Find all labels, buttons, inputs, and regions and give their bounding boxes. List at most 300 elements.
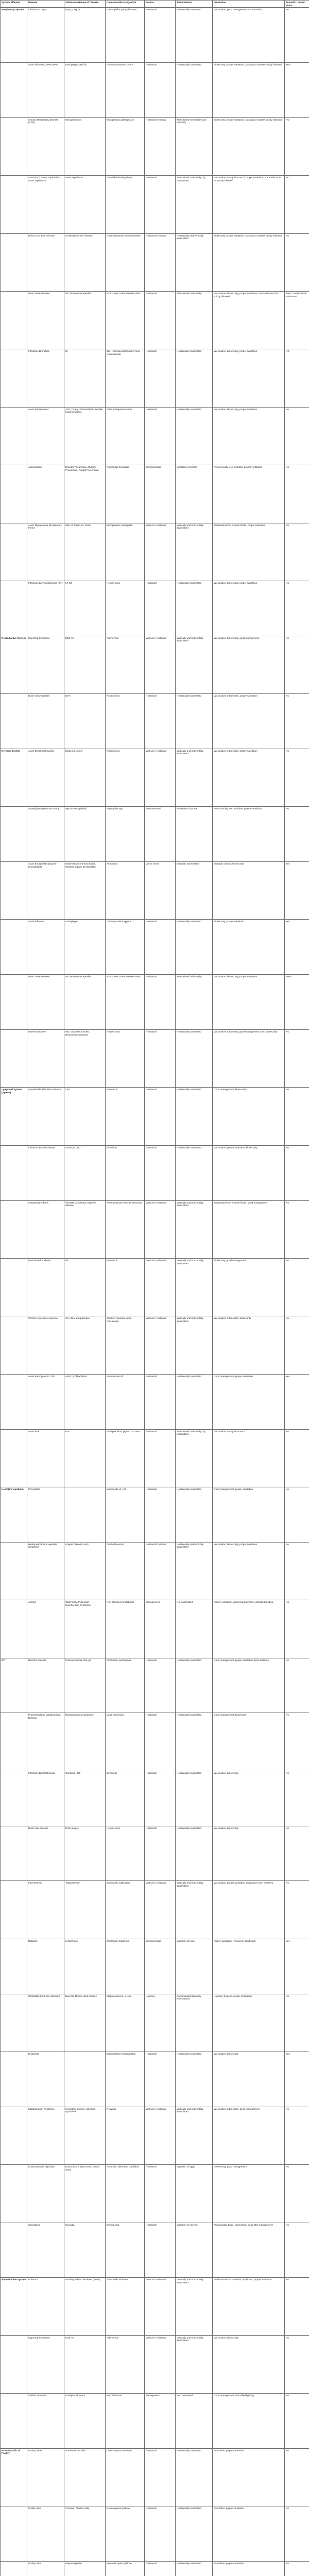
- cell-zoonotic: YES: [285, 62, 309, 117]
- cell-alternative-names: Prolapse, blow-out: [64, 2394, 106, 2449]
- table-row: [1, 1826, 309, 1881]
- cell-causative-organism: Clostridium botulinum: [106, 1939, 145, 1994]
- cell-prevention: Eradication from breeders, antibiotics, proper sanitation: [213, 2278, 285, 2335]
- cell-causative-organism: Retrovirus: [106, 1259, 145, 1316]
- cell-causative-organism: Fowl pox virus, pigeon pox virus: [106, 1429, 145, 1487]
- cell-zoonotic: No: [285, 2278, 309, 2335]
- cell-alternative-names: LT, ILT: [64, 581, 106, 636]
- cell-disease: Duck Virus Hepatitis: [27, 694, 64, 749]
- cell-causative-organism: Chicken Anaemia Virus (Circovirus): [106, 1316, 145, 1374]
- table-row: [1, 975, 309, 1030]
- cell-prevention: Vaccination, biosecurity: [213, 1826, 285, 1881]
- cell-prevention: Proper ventilation, good management, controlled feeding: [213, 1600, 285, 1658]
- table-row: [1, 233, 309, 291]
- cell-causative-organism: Ornithobacterium rhinotracheale: [106, 233, 145, 291]
- cell-source: Vertical / Horizontal: [145, 523, 176, 581]
- cell-disease: Infectious Bursal Disease: [27, 1145, 64, 1200]
- cell-source: Horizontal: [145, 2052, 176, 2107]
- table-row: [1, 807, 309, 862]
- cell-disease: Coccidiosis: [27, 2223, 64, 2278]
- cell-alternative-names: EDS-76: [64, 2335, 106, 2393]
- cell-transmission: Horizontally transmitted: [176, 1771, 213, 1826]
- cell-source: Horizontal: [145, 2562, 176, 2576]
- cell-zoonotic: Yes: [285, 1939, 309, 1994]
- cell-prevention: Good management, biosecurity: [213, 1088, 285, 1145]
- cell-zoonotic: No: [285, 1542, 309, 1600]
- cell-transmission: Horizontally transmitted: [176, 407, 213, 465]
- cell-alternative-names: ND, Pneumoencephalitis: [64, 291, 106, 349]
- cell-transmission: Vertically and horizontally transmitted: [176, 1200, 213, 1258]
- cell-prevention: Good management, proper sanitation, feed additives: [213, 1658, 285, 1713]
- cell-alternative-names: RE: [64, 1259, 106, 1316]
- cell-zoonotic: No: [285, 1145, 309, 1200]
- cell-system: [1, 117, 27, 175]
- cell-causative-organism: Avian Leukosis Virus (Retrovirus): [106, 1200, 145, 1258]
- table-row: [1, 407, 309, 465]
- table-row: [1, 1145, 309, 1200]
- cell-disease: Egg Drop Syndrome: [27, 636, 64, 693]
- cell-alternative-names: EDS-76: [64, 636, 106, 693]
- cell-prevention: Good management, biosecurity: [213, 1713, 285, 1771]
- cell-system: [1, 1429, 27, 1487]
- cell-zoonotic: No: [285, 1826, 309, 1881]
- cell-source: Hatchery: [145, 1994, 176, 2052]
- cell-causative-organism: Escherichia coli: [106, 1374, 145, 1429]
- cell-system: Reproductive System: [1, 636, 27, 693]
- cell-zoonotic: Minor: [285, 975, 309, 1030]
- cell-source: Environmental: [145, 807, 176, 862]
- table-row: [1, 2394, 309, 2449]
- cell-prevention: Hatchery hygiene, proper incubation: [213, 1994, 285, 2052]
- cell-causative-organism: Orthomyxovirus Type A: [106, 920, 145, 975]
- cell-prevention: Vaccination, biosecurity, proper sanitation: [213, 975, 285, 1030]
- cell-zoonotic: No: [285, 807, 309, 862]
- table-row: [1, 2107, 309, 2164]
- cell-prevention: Vaccination, mosquito control, proper sanitation, standards must be strictly followed: [213, 176, 285, 233]
- cell-zoonotic: Yes: [285, 920, 309, 975]
- cell-system: [1, 233, 27, 291]
- cell-alternative-names: [64, 2052, 106, 2107]
- cell-causative-organism: Poxviridae family (virus): [106, 176, 145, 233]
- cell-system: [1, 807, 27, 862]
- cell-disease: Poultry mite: [27, 2506, 64, 2562]
- header-system: System Affected: [1, 1, 27, 8]
- table-body: [1, 8, 309, 2576]
- cell-system: [1, 1030, 27, 1088]
- cell-transmission: Transmitted horizontally: [176, 975, 213, 1030]
- cell-prevention: Vaccination, biosecurity: [213, 2335, 285, 2393]
- table-row: [1, 465, 309, 523]
- cell-source: Horizontal: [145, 176, 176, 233]
- cell-disease: Reticuloendotheliosis: [27, 1259, 64, 1316]
- cell-alternative-names: Common Chicken Mite: [64, 2506, 106, 2562]
- cell-source: Horizontal: [145, 1030, 176, 1088]
- table-row: [1, 1429, 309, 1487]
- cell-system: Heart (Pericardium): [1, 1487, 27, 1543]
- cell-causative-organism: Salmonella Pullorum: [106, 2278, 145, 2335]
- table-row: [1, 1200, 309, 1258]
- cell-transmission: Ingestion of oocysts: [176, 2223, 213, 2278]
- cell-disease: Aspergillosis (Nervous Form): [27, 807, 64, 862]
- cell-source: Horizontal: [145, 1088, 176, 1145]
- cell-disease: Infectious Bursal Disease: [27, 1771, 64, 1826]
- cell-alternative-names: LPD: [64, 1088, 106, 1145]
- cell-prevention: Vaccination, biosecurity, good management: [213, 636, 285, 693]
- cell-alternative-names: Mycoplasmosis: [64, 117, 106, 175]
- cell-causative-organism: Dermanyssus gallinae: [106, 2506, 145, 2562]
- cell-prevention: Vaccination of breeders, proper sanitation: [213, 694, 285, 749]
- cell-source: Vertical / Horizontal: [145, 1316, 176, 1374]
- cell-source: Horizontal: [145, 1374, 176, 1429]
- cell-source: Horizontal / Vertical: [145, 117, 176, 175]
- table-row: [1, 291, 309, 349]
- cell-zoonotic: No: [285, 749, 309, 806]
- cell-disease: Chronic Respiratory Disease (CRD): [27, 117, 64, 175]
- cell-causative-organism: Salmonella Gallinarum: [106, 1881, 145, 1939]
- header-prevention: Prevention: [213, 1, 285, 8]
- cell-source: Horizontal: [145, 2165, 176, 2223]
- cell-source: Horizontal: [145, 1658, 176, 1713]
- cell-source: Vertical / Horizontal: [145, 636, 176, 693]
- cell-source: Vertical / Horizontal: [145, 2335, 176, 2393]
- cell-zoonotic: No: [285, 233, 309, 291]
- cell-transmission: Vertically and horizontally transmitted: [176, 636, 213, 693]
- cell-system: [1, 291, 27, 349]
- cell-causative-organism: Birnavirus: [106, 1771, 145, 1826]
- cell-zoonotic: No: [285, 2165, 309, 2223]
- cell-alternative-names: DVH: [64, 694, 106, 749]
- cell-prevention: Eradication from breeder flocks, good management: [213, 1200, 285, 1258]
- table-row: [1, 8, 309, 63]
- cell-system: [1, 62, 27, 117]
- cell-alternative-names: Depluming Mite: [64, 2562, 106, 2576]
- cell-system: Lymphoid System (Spleen): [1, 1088, 27, 1145]
- table-row: [1, 1030, 309, 1088]
- cell-disease: Duck Viral Enteritis: [27, 1826, 64, 1881]
- cell-disease: Pullorum: [27, 2278, 64, 2335]
- cell-source: Horizontal: [145, 1487, 176, 1543]
- cell-transmission: Not transmitted: [176, 1600, 213, 1658]
- cell-system: [1, 2394, 27, 2449]
- cell-system: [1, 2165, 27, 2223]
- cell-transmission: Vertically and horizontally transmitted: [176, 749, 213, 806]
- table-row: [1, 117, 309, 175]
- cell-causative-organism: Haemophilus paragallinarum: [106, 8, 145, 63]
- table-row: [1, 62, 309, 117]
- header-disease: Disease: [27, 1, 64, 8]
- cell-transmission: Horizontally and vertically transmitted: [176, 233, 213, 291]
- cell-zoonotic: No: [285, 8, 309, 63]
- cell-zoonotic: NO: [285, 117, 309, 175]
- cell-system: [1, 407, 27, 465]
- cell-prevention: Acaricides, proper sanitation: [213, 2448, 285, 2506]
- cell-prevention: Avoid mouldy feed and litter, proper ventilation: [213, 465, 285, 523]
- cell-causative-organism: Avian metapneumovirus: [106, 407, 145, 465]
- cell-disease: Omphalitis (Yolk sac infection): [27, 1994, 64, 2052]
- cell-source: Environmental: [145, 465, 176, 523]
- cell-alternative-names: Avian Diphtheria: [64, 176, 106, 233]
- cell-causative-organism: Reovirus: [106, 2107, 145, 2164]
- cell-source: Horizontal: [145, 349, 176, 407]
- cell-causative-organism: Eimeria spp.: [106, 2223, 145, 2278]
- cell-source: Horizontal / Vertical: [145, 1542, 176, 1600]
- table-row: [1, 176, 309, 233]
- cell-prevention: Biosecurity, proper sanitation, standards must be strictly followed: [213, 117, 285, 175]
- cell-source: Vertical / Horizontal: [145, 1881, 176, 1939]
- cell-disease: Aspergillosis: [27, 465, 64, 523]
- cell-system: [1, 1200, 27, 1258]
- cell-disease: Avian Mycoplasma (Respiratory Form): [27, 523, 64, 581]
- cell-zoonotic: No: [285, 2562, 309, 2576]
- cell-disease: Egg Drop Syndrome: [27, 2335, 64, 2393]
- cell-zoonotic: Yes: [285, 1374, 309, 1429]
- cell-alternative-names: Brooder Pneumonia, Mycotic Pneumonia, Fungal Pneumonia: [64, 465, 106, 523]
- cell-zoonotic: No: [285, 581, 309, 636]
- cell-system: [1, 694, 27, 749]
- cell-alternative-names: Limberneck: [64, 1939, 106, 1994]
- cell-alternative-names: Angara Disease, HHS: [64, 1542, 106, 1600]
- cell-disease: Rhino Tracheitis Infection: [27, 233, 64, 291]
- cell-prevention: Vaccination, biosecurity: [213, 2052, 285, 2107]
- cell-source: Vector borne: [145, 862, 176, 920]
- cell-disease: Avian Pox: [27, 1429, 64, 1487]
- cell-disease: Fowl Pox (Canker, Diphtheritic, Avian Diphtheria): [27, 176, 64, 233]
- header-zoonotic: Zoonotic / Impact since: [285, 1, 309, 8]
- cell-system: [1, 1994, 27, 2052]
- cell-system: [1, 1713, 27, 1771]
- cell-transmission: Transmitted horizontally and vertically: [176, 117, 213, 175]
- table-row: [1, 2278, 309, 2335]
- cell-zoonotic: No: [285, 2107, 309, 2164]
- cell-system: [1, 1145, 27, 1200]
- cell-causative-organism: Birnavirus: [106, 1145, 145, 1200]
- cell-transmission: Horizontally transmitted: [176, 1487, 213, 1543]
- cell-system: [1, 1542, 27, 1600]
- cell-transmission: Horizontally transmitted: [176, 62, 213, 117]
- table-row: [1, 523, 309, 581]
- cell-alternative-names: Northern Fowl Mite: [64, 2448, 106, 2506]
- cell-causative-organism: Picornavirus: [106, 694, 145, 749]
- cell-prevention: Deworming, good management: [213, 2165, 285, 2223]
- table-row: [1, 1713, 309, 1771]
- cell-disease: Necrotic Enteritis: [27, 1658, 64, 1713]
- cell-source: Horizontal: [145, 920, 176, 975]
- cell-alternative-names: Typhoid Fever: [64, 1881, 106, 1939]
- cell-zoonotic: No: [285, 2506, 309, 2562]
- cell-disease: Avian Encephalitis (Equine Encephalitis): [27, 862, 64, 920]
- cell-zoonotic: No: [285, 1713, 309, 1771]
- table-row: [1, 1542, 309, 1600]
- cell-causative-organism: Adenovirus: [106, 2335, 145, 2393]
- cell-zoonotic: No: [285, 636, 309, 693]
- cell-alternative-names: Epidemic tremor: [64, 749, 106, 806]
- cell-alternative-names: MD, Visceral Leucosis, Neurolymphomatosis: [64, 1030, 106, 1088]
- cell-transmission: Vertically and horizontally transmitted: [176, 2335, 213, 2393]
- cell-prevention: Avoid mouldy feed and litter, proper ventilation: [213, 807, 285, 862]
- cell-alternative-names: ND, Pneumoencephalitis: [64, 975, 106, 1030]
- cell-disease: Avian Encephalomyelitis: [27, 749, 64, 806]
- cell-causative-organism: Alphavirus: [106, 862, 145, 920]
- cell-source: Horizontal: [145, 975, 176, 1030]
- cell-alternative-names: Coccidia: [64, 2223, 106, 2278]
- cell-zoonotic: No: [285, 694, 309, 749]
- cell-system: GIT: [1, 1658, 27, 1713]
- cell-transmission: Ingestion of toxin: [176, 1939, 213, 1994]
- cell-prevention: Proper sanitation, removal of dead birds: [213, 1939, 285, 1994]
- table-row: [1, 1939, 309, 1994]
- cell-zoonotic: No: [285, 1994, 309, 2052]
- cell-disease: Infectious Coryza: [27, 8, 64, 63]
- table-row: [1, 1658, 309, 1713]
- cell-causative-organism: Adenovirus: [106, 636, 145, 693]
- cell-causative-organism: Virus (unknown): [106, 1713, 145, 1771]
- cell-source: Environmental: [145, 1939, 176, 1994]
- table-row: [1, 1374, 309, 1429]
- cell-system: Ecto-Parasitic of Poultry: [1, 2448, 27, 2506]
- cell-alternative-names: Bacillary White Diarrhoea (BWD): [64, 2278, 106, 2335]
- cell-transmission: Horizontally transmitted: [176, 1826, 213, 1881]
- cell-prevention: Good management, proper sanitation: [213, 1487, 285, 1543]
- cell-causative-organism: Herpes virus: [106, 1030, 145, 1088]
- table-row: [1, 862, 309, 920]
- cell-disease: Ascites: [27, 1600, 64, 1658]
- cell-source: Horizontal: [145, 2448, 176, 2506]
- cell-zoonotic: No: [285, 523, 309, 581]
- cell-prevention: Biosecurity, good management: [213, 1259, 285, 1316]
- table-row: [1, 2052, 309, 2107]
- cell-zoonotic: No: [285, 2394, 309, 2449]
- cell-transmission: Horizontally transmitted: [176, 349, 213, 407]
- cell-source: Horizontal: [145, 2223, 176, 2278]
- cell-prevention: Vaccination, good management and sanitation: [213, 8, 285, 63]
- cell-zoonotic: NO: [285, 349, 309, 407]
- cell-alternative-names: Fowl plague: [64, 920, 106, 975]
- cell-transmission: Mosquito transmitted: [176, 862, 213, 920]
- header-alternative-names: Alternative Names of Disease: [64, 1, 106, 8]
- cell-system: [1, 2335, 27, 2393]
- cell-transmission: Transmitted horizontally, by mosquitoes: [176, 1429, 213, 1487]
- cell-alternative-names: Fowl plague, Bird flu: [64, 62, 106, 117]
- cell-transmission: Vertically and horizontally transmitted: [176, 1259, 213, 1316]
- cell-source: Horizontal: [145, 407, 176, 465]
- cell-prevention: Vaccination of breeders, biosecurity: [213, 1316, 285, 1374]
- cell-prevention: Vaccination, biosecurity, proper sanitation: [213, 407, 285, 465]
- header-row: [1, 1, 309, 8]
- cell-system: [1, 349, 27, 407]
- cell-system: [1, 1771, 27, 1826]
- cell-alternative-names: Mycotic encephalitis: [64, 807, 106, 862]
- cell-source: Vertical / Horizontal: [145, 749, 176, 806]
- table-row: [1, 1600, 309, 1658]
- cell-causative-organism: Non infectious: [106, 2394, 145, 2449]
- table-row: [1, 2448, 309, 2506]
- cell-causative-organism: Herpes virus: [106, 581, 145, 636]
- cell-transmission: Horizontally transmitted: [176, 694, 213, 749]
- cell-source: Horizontal: [145, 1429, 176, 1487]
- cell-zoonotic: Yes: [285, 2052, 309, 2107]
- cell-source: Vertical / Horizontal: [145, 2107, 176, 2164]
- table-row: [1, 2506, 309, 2562]
- cell-source: Vertical / Horizontal: [145, 2278, 176, 2335]
- cell-causative-organism: IBV - Infectious Bronchitis Virus (Coronavirus): [106, 349, 145, 407]
- cell-zoonotic: No: [285, 1259, 309, 1316]
- cell-system: [1, 523, 27, 581]
- cell-causative-organism: NDV - New castle Disease Virus: [106, 291, 145, 349]
- cell-prevention: Good management, proper sanitation: [213, 1374, 285, 1429]
- cell-prevention: Mosquito control, biosecurity: [213, 862, 285, 920]
- cell-transmission: Horizontally and vertically transmitted: [176, 1542, 213, 1600]
- cell-disease: Proventriculitis / Malabsorption Disease: [27, 1713, 64, 1771]
- cell-prevention: Vaccination, proper sanitation, eradication from breeders: [213, 1881, 285, 1939]
- cell-transmission: Horizontally transmitted: [176, 1658, 213, 1713]
- cell-prevention: Vaccination, proper sanitation, biosecurity: [213, 1145, 285, 1200]
- cell-source: Horizontal: [145, 1713, 176, 1771]
- cell-system: [1, 1826, 27, 1881]
- cell-zoonotic: NO: [285, 176, 309, 233]
- cell-causative-organism: Ascaridia, Heterakis, Capillaria: [106, 2165, 145, 2223]
- cell-transmission: Vertically and horizontally transmitted: [176, 523, 213, 581]
- table-row: [1, 694, 309, 749]
- cell-prevention: Vaccination of breeders, proper sanitation: [213, 749, 285, 806]
- cell-alternative-names: Helicopter disease, pale bird syndrome: [64, 2107, 106, 2164]
- cell-prevention: Vaccination, biosecurity, proper sanitation: [213, 1542, 285, 1600]
- cell-disease: New Castle Disease: [27, 291, 64, 349]
- cell-disease: Erysipelas: [27, 2052, 64, 2107]
- cell-system: [1, 465, 27, 523]
- cell-disease: Poultry mite: [27, 2562, 64, 2576]
- cell-alternative-names: CIA, Blue wing disease: [64, 1316, 106, 1374]
- cell-causative-organism: Fowl Adenovirus: [106, 1542, 145, 1600]
- cell-alternative-names: Ornithobacterium infection: [64, 233, 106, 291]
- cell-system: [1, 920, 27, 975]
- cell-zoonotic: No: [285, 1316, 309, 1374]
- cell-causative-organism: Clostridium perfringens: [106, 1658, 145, 1713]
- cell-disease: Marek's Disease: [27, 1030, 64, 1088]
- cell-source: Management: [145, 2394, 176, 2449]
- cell-source: Vertical / Horizontal: [145, 1200, 176, 1258]
- header-source: Source: [145, 1, 176, 8]
- cell-transmission: Not transmitted: [176, 2394, 213, 2449]
- cell-alternative-names: APV, Turkey rhinotracheitis, swollen head syndrome: [64, 407, 106, 465]
- cell-transmission: Horizontally transmitted: [176, 2448, 213, 2506]
- cell-disease: Avian Pneumovirus: [27, 407, 64, 465]
- cell-disease: Fowl Typhoid: [27, 1881, 64, 1939]
- table-row: [1, 1259, 309, 1316]
- cell-transmission: Vertically and horizontally transmitted: [176, 2278, 213, 2335]
- cell-alternative-names: Enterotoxaemia, Rot gut: [64, 1658, 106, 1713]
- cell-system: [1, 1939, 27, 1994]
- cell-transmission: Horizontally transmitted: [176, 1088, 213, 1145]
- cell-alternative-names: Gumboro, IBD: [64, 1145, 106, 1200]
- cell-alternative-names: Round worm, tape worm, caecal worm: [64, 2165, 106, 2223]
- cell-alternative-names: Roup, Coryza: [64, 8, 106, 63]
- cell-source: Horizontal: [145, 694, 176, 749]
- cell-source: Management: [145, 1600, 176, 1658]
- cell-disease: Endo parasites of poultry: [27, 2165, 64, 2223]
- cell-system: [1, 2052, 27, 2107]
- cell-disease: Lymphoid Proliferative Disease: [27, 1088, 64, 1145]
- cell-transmission: Vertically and horizontally transmitted: [176, 1881, 213, 1939]
- cell-prevention: Good management, controlled lighting: [213, 2394, 285, 2449]
- cell-transmission: Inhalation of spores: [176, 807, 213, 862]
- cell-transmission: Horizontally transmitted: [176, 8, 213, 63]
- cell-disease: Avian influenza (HPAI/LPAI): [27, 62, 64, 117]
- cell-prevention: Vaccination at hatchery, good management, strict biosecurity: [213, 1030, 285, 1088]
- cell-source: Horizontal: [145, 1826, 176, 1881]
- cell-disease: Poultry mites: [27, 2448, 64, 2506]
- cell-source: Horizontal: [145, 581, 176, 636]
- cell-alternative-names: IB: [64, 349, 106, 407]
